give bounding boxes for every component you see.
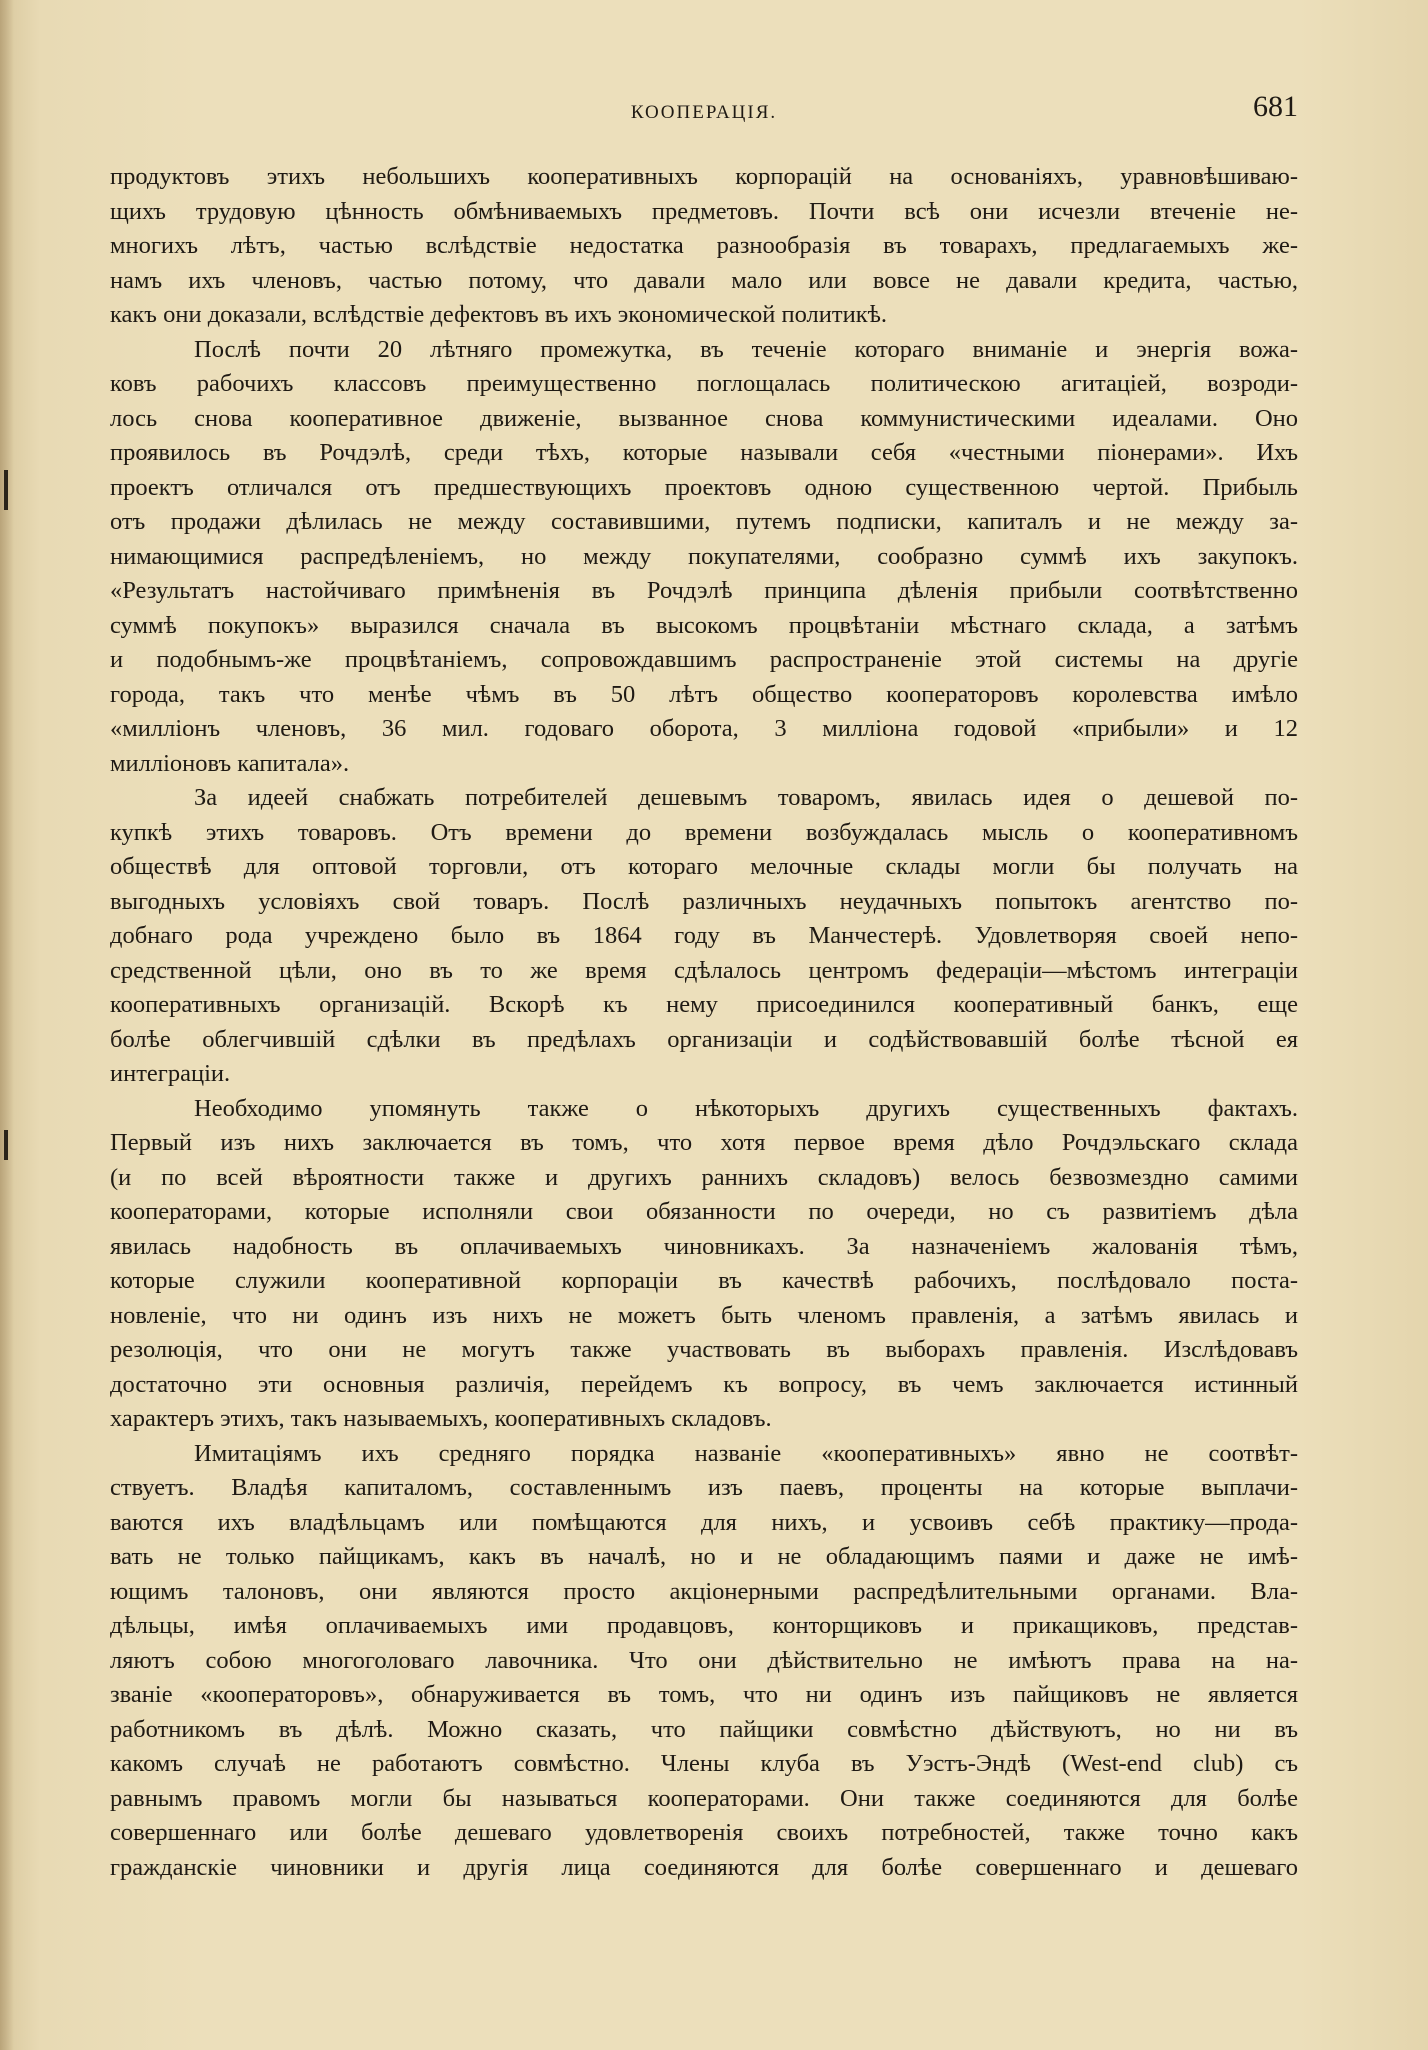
text-line: ваются ихъ владѣльцамъ или помѣщаются для нихъ, и усвоивъ себѣ практику—прода- [110,1508,1298,1536]
text-line: отъ продажи дѣлилась не между составившими, путемъ подписки, капиталъ и не между за- [110,508,1298,535]
text-line: выгодныхъ условіяхъ свой товаръ. Послѣ различныхъ неудачныхъ попытокъ агентство по- [110,887,1298,915]
body-text [110,160,1298,1885]
text-line: характеръ этихъ, такъ называемыхъ, кооперативныхъ складовъ. [110,1405,772,1432]
text-line: болѣе облегчившій сдѣлки въ предѣлахъ организаціи и содѣйствовавшій болѣе тѣсной ея [110,1025,1298,1053]
text-line: милліоновъ капитала». [110,749,350,777]
text-line: проектъ отличался отъ предшествующихъ проектовъ одною существенною чертой. Прибыль [110,473,1298,501]
text-line: работникомъ въ дѣлѣ. Можно сказать, что пайщики совмѣстно дѣйствуютъ, но ни въ [110,1715,1298,1743]
text-line: добнаго рода учреждено было въ 1864 году въ Манчестерѣ. Удовлетворяя своей непо- [110,922,1298,949]
text-line: лось снова кооперативное движеніе, вызванное снова коммунистическими идеалами. Оно [110,404,1298,432]
text-line: новленіе, что ни одинъ изъ нихъ не можетъ быть членомъ правленія, а затѣмъ явилась и [110,1301,1298,1329]
text-line: Необходимо упомянуть также о нѣкоторыхъ другихъ существенныхъ фактахъ. [194,1094,1298,1122]
spine-shadow [0,0,14,2050]
page-number: 681 [1253,90,1298,123]
text-line: Первый изъ нихъ заключается въ томъ, что хотя первое время дѣло Рочдэльскаго склада [110,1129,1298,1156]
text-line: званіе «кооператоровъ», обнаруживается въ томъ, что ни одинъ изъ пайщиковъ не является [110,1681,1298,1708]
text-line: суммѣ покупокъ» выразился сначала въ высокомъ процвѣтаніи мѣстнаго склада, а затѣмъ [110,611,1298,639]
text-line: Послѣ почти 20 лѣтняго промежутка, въ теченіе котораго вниманіе и энергія вожа- [194,335,1298,363]
text-line: явилась надобность въ оплачиваемыхъ чиновникахъ. За назначеніемъ жалованія тѣмъ, [110,1232,1298,1260]
text-line: интеграціи. [110,1060,231,1087]
text-line: какомъ случаѣ не работаютъ совмѣстно. Члены клуба въ Уэстъ-Эндѣ (West-end club) съ [110,1750,1298,1777]
text-line: и подобнымъ-же процвѣтаніемъ, сопровождавшимъ распространеніе этой системы на другіе [110,646,1298,673]
text-line: ковъ рабочихъ классовъ преимущественно поглощалась политическою агитаціей, возроди- [110,370,1298,397]
text-line: города, такъ что менѣе чѣмъ въ 50 лѣтъ общество кооператоровъ королевства имѣло [110,680,1298,708]
text-line: вать не только пайщикамъ, какъ въ началѣ, но и не обладающимъ паями и даже не имѣ- [110,1543,1298,1570]
text-line: средственной цѣли, оно въ то же время сдѣлалось центромъ федераціи—мѣстомъ интеграціи [110,956,1298,984]
text-line: дѣльцы, имѣя оплачиваемыхъ ими продавцовъ, конторщиковъ и прикащиковъ, представ- [110,1612,1298,1639]
text-line: многихъ лѣтъ, частью вслѣдствіе недостатка разнообразія въ товарахъ, предлагаемыхъ же- [110,232,1298,259]
text-line: (и по всей вѣроятности также и другихъ раннихъ складовъ) велось безвозмездно самими [110,1163,1298,1191]
text-line: кооперативныхъ организацій. Вскорѣ къ нему присоединился кооперативный банкъ, еще [110,991,1298,1018]
text-line: щихъ трудовую цѣнность обмѣниваемыхъ предметовъ. Почти всѣ они исчезли втеченіе не- [110,197,1298,225]
running-title: КООПЕРАЦІЯ. [630,102,778,123]
text-line: «милліонъ членовъ, 36 мил. годоваго оборота, 3 милліона годовой «прибыли» и 12 [110,715,1298,742]
margin-mark [4,1130,8,1160]
text-line: кооператорами, которые исполняли свои обязанности по очереди, но съ развитіемъ дѣла [110,1198,1298,1225]
text-line: равнымъ правомъ могли бы называться кооператорами. Они также соединяются для болѣе [110,1784,1298,1812]
text-line: намъ ихъ членовъ, частью потому, что давали мало или вовсе не давали кредита, частью, [110,266,1298,294]
page-header [110,90,1298,136]
text-line: За идеей снабжать потребителей дешевымъ товаромъ, явилась идея о дешевой по- [194,784,1298,811]
text-line: купкѣ этихъ товаровъ. Отъ времени до времени возбуждалась мысль о кооперативномъ [110,818,1298,846]
margin-mark [4,470,8,510]
text-line: нимающимися распредѣленіемъ, но между покупателями, сообразно суммѣ ихъ закупокъ. [110,542,1298,570]
text-line: ляютъ собою многоголоваго лавочника. Что они дѣйствительно не имѣютъ права на на- [110,1646,1298,1674]
text-line: проявилось въ Рочдэлѣ, среди тѣхъ, которые называли себя «честными піонерами». Ихъ [110,439,1298,466]
text-line: совершеннаго или болѣе дешеваго удовлетворенія своихъ потребностей, также точно какъ [110,1819,1298,1846]
text-line: «Результатъ настойчиваго примѣненія въ Рочдэлѣ принципа дѣленія прибыли соотвѣтственно [110,577,1298,604]
text-line: гражданскіе чиновники и другія лица соединяются для болѣе совершеннаго и дешеваго [110,1853,1298,1881]
text-line: резолюція, что они не могутъ также участвовать въ выборахъ правленія. Изслѣдовавъ [110,1336,1298,1363]
text-line: которые служили кооперативной корпораціи въ качествѣ рабочихъ, послѣдовало поста- [110,1267,1298,1294]
text-line: ющимъ талоновъ, они являются просто акціонерными распредѣлительными органами. Вла- [110,1577,1298,1605]
text-line: какъ они доказали, вслѣдствіе дефектовъ въ ихъ экономической политикѣ. [110,301,888,328]
text-line: ствуетъ. Владѣя капиталомъ, составленнымъ изъ паевъ, проценты на которые выплачи- [110,1474,1298,1501]
text-line: обществѣ для оптовой торговли, отъ котораго мелочные склады могли бы получать на [110,853,1298,880]
text-line: продуктовъ этихъ небольшихъ кооперативныхъ корпорацій на основаніяхъ, уравновѣшиваю- [110,163,1298,190]
text-line: достаточно эти основныя различія, перейдемъ къ вопросу, въ чемъ заключается истинный [110,1370,1298,1398]
text-line: Имитаціямъ ихъ средняго порядка названіе «кооперативныхъ» явно не соотвѣт- [194,1439,1298,1467]
